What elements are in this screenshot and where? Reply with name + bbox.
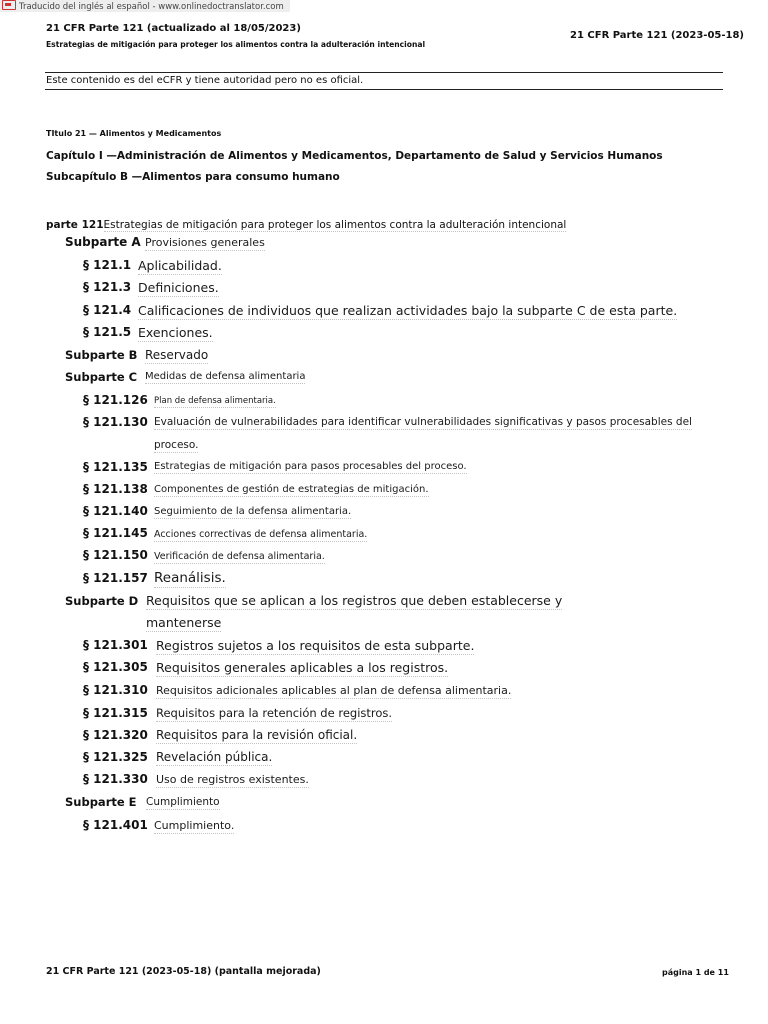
section-121-126-label: § 121.126 bbox=[83, 393, 148, 407]
subpart-e-label: Subparte E bbox=[65, 795, 137, 809]
translator-banner-text: Traducido del inglés al español - www.onlinedoctranslator.com bbox=[19, 2, 284, 12]
section-121-325-label: § 121.325 bbox=[83, 750, 148, 764]
chapter-heading: Capítulo I —Administración de Alimentos y Medicamentos, Departamento de Salud y Servicios Humanos bbox=[46, 150, 663, 162]
subpart-d-label: Subparte D bbox=[65, 594, 139, 608]
section-121-135-label: § 121.135 bbox=[83, 460, 148, 474]
section-121-138-label: § 121.138 bbox=[83, 482, 148, 496]
section-121-3-link[interactable]: Definiciones. bbox=[138, 280, 219, 295]
subpart-d-link-continued[interactable]: mantenerse bbox=[146, 615, 222, 630]
section-121-320-label: § 121.320 bbox=[83, 728, 148, 742]
section-121-130-link-continued[interactable]: proceso. bbox=[154, 439, 199, 451]
translator-banner[interactable] bbox=[0, 0, 290, 12]
section-121-5-label: § 121.5 bbox=[83, 325, 132, 339]
authority-notice: Este contenido es del eCFR y tiene autoridad pero no es oficial. bbox=[46, 75, 364, 86]
section-121-310-link[interactable]: Requisitos adicionales aplicables al plan de defensa alimentaria. bbox=[156, 684, 512, 697]
subpart-d-link[interactable]: Requisitos que se aplican a los registros que deben establecerse y bbox=[146, 593, 563, 608]
title-line: TItulo 21 — Alimentos y Medicamentos bbox=[46, 129, 222, 138]
subpart-b-label: Subparte B bbox=[65, 348, 138, 362]
subpart-c-label: Subparte C bbox=[65, 370, 138, 384]
part-label: parte 121 bbox=[46, 219, 104, 231]
translator-icon bbox=[2, 0, 16, 10]
notice-bottom-rule bbox=[45, 89, 723, 90]
section-121-135-link[interactable]: Estrategias de mitigación para pasos procesables del proceso. bbox=[154, 461, 467, 472]
section-121-3-label: § 121.3 bbox=[83, 280, 132, 294]
part-title-link[interactable]: Estrategias de mitigación para proteger los alimentos contra la adulteración intencional bbox=[103, 219, 567, 231]
header-title: 21 CFR Parte 121 (actualizado al 18/05/2023) bbox=[46, 23, 301, 34]
section-121-401-label: § 121.401 bbox=[83, 818, 148, 832]
section-121-130-label: § 121.130 bbox=[83, 415, 148, 429]
section-121-5-link[interactable]: Exenciones. bbox=[138, 325, 213, 340]
section-121-301-link[interactable]: Registros sujetos a los requisitos de esta subparte. bbox=[156, 638, 475, 653]
subpart-e-link[interactable]: Cumplimiento bbox=[146, 796, 220, 808]
section-121-150-link[interactable]: Verificación de defensa alimentaria. bbox=[154, 551, 325, 562]
section-121-1-label: § 121.1 bbox=[83, 258, 132, 272]
section-121-140-label: § 121.140 bbox=[83, 504, 148, 518]
section-121-157-link[interactable]: Reanálisis. bbox=[154, 570, 226, 586]
header-subtitle: Estrategias de mitigación para proteger los alimentos contra la adulteración intencional bbox=[46, 40, 426, 49]
section-121-1-link[interactable]: Aplicabilidad. bbox=[138, 258, 222, 273]
subpart-b-link[interactable]: Reservado bbox=[145, 348, 209, 362]
section-121-305-label: § 121.305 bbox=[83, 660, 148, 674]
section-121-330-label: § 121.330 bbox=[83, 772, 148, 786]
subchapter-heading: Subcapítulo B —Alimentos para consumo humano bbox=[46, 171, 340, 183]
section-121-4-label: § 121.4 bbox=[83, 303, 132, 317]
section-121-301-label: § 121.301 bbox=[83, 638, 148, 652]
footer-document-id: 21 CFR Parte 121 (2023-05-18) (pantalla mejorada) bbox=[46, 966, 321, 977]
footer-page-number: página 1 de 11 bbox=[662, 968, 729, 977]
section-121-157-label: § 121.157 bbox=[83, 571, 148, 585]
section-121-310-label: § 121.310 bbox=[83, 683, 148, 697]
header-right: 21 CFR Parte 121 (2023-05-18) bbox=[570, 30, 744, 41]
section-121-126-link[interactable]: Plan de defensa alimentaria. bbox=[154, 396, 276, 406]
subpart-c-link[interactable]: Medidas de defensa alimentaria bbox=[145, 371, 306, 382]
section-121-145-label: § 121.145 bbox=[83, 526, 148, 540]
section-121-401-link[interactable]: Cumplimiento. bbox=[154, 819, 235, 832]
section-121-315-link[interactable]: Requisitos para la retención de registros. bbox=[156, 706, 393, 720]
notice-top-rule bbox=[45, 72, 723, 73]
section-121-130-link[interactable]: Evaluación de vulnerabilidades para identificar vulnerabilidades significativas y pasos procesables del bbox=[154, 416, 692, 428]
subpart-a-link[interactable]: Provisiones generales bbox=[145, 236, 265, 249]
section-121-145-link[interactable]: Acciones correctivas de defensa alimentaria. bbox=[154, 529, 368, 540]
section-121-330-link[interactable]: Uso de registros existentes. bbox=[156, 773, 309, 786]
section-121-4-link[interactable]: Calificaciones de individuos que realizan actividades bajo la subparte C de esta parte. bbox=[138, 303, 678, 318]
section-121-315-label: § 121.315 bbox=[83, 706, 148, 720]
section-121-150-label: § 121.150 bbox=[83, 548, 148, 562]
section-121-140-link[interactable]: Seguimiento de la defensa alimentaria. bbox=[154, 506, 352, 517]
section-121-325-link[interactable]: Revelación pública. bbox=[156, 750, 273, 764]
section-121-320-link[interactable]: Requisitos para la revisión oficial. bbox=[156, 728, 358, 742]
part-row[interactable] bbox=[46, 213, 566, 232]
subpart-a-label: Subparte A bbox=[65, 235, 141, 249]
section-121-305-link[interactable]: Requisitos generales aplicables a los registros. bbox=[156, 660, 449, 675]
section-121-138-link[interactable]: Componentes de gestión de estrategias de mitigación. bbox=[154, 484, 429, 495]
